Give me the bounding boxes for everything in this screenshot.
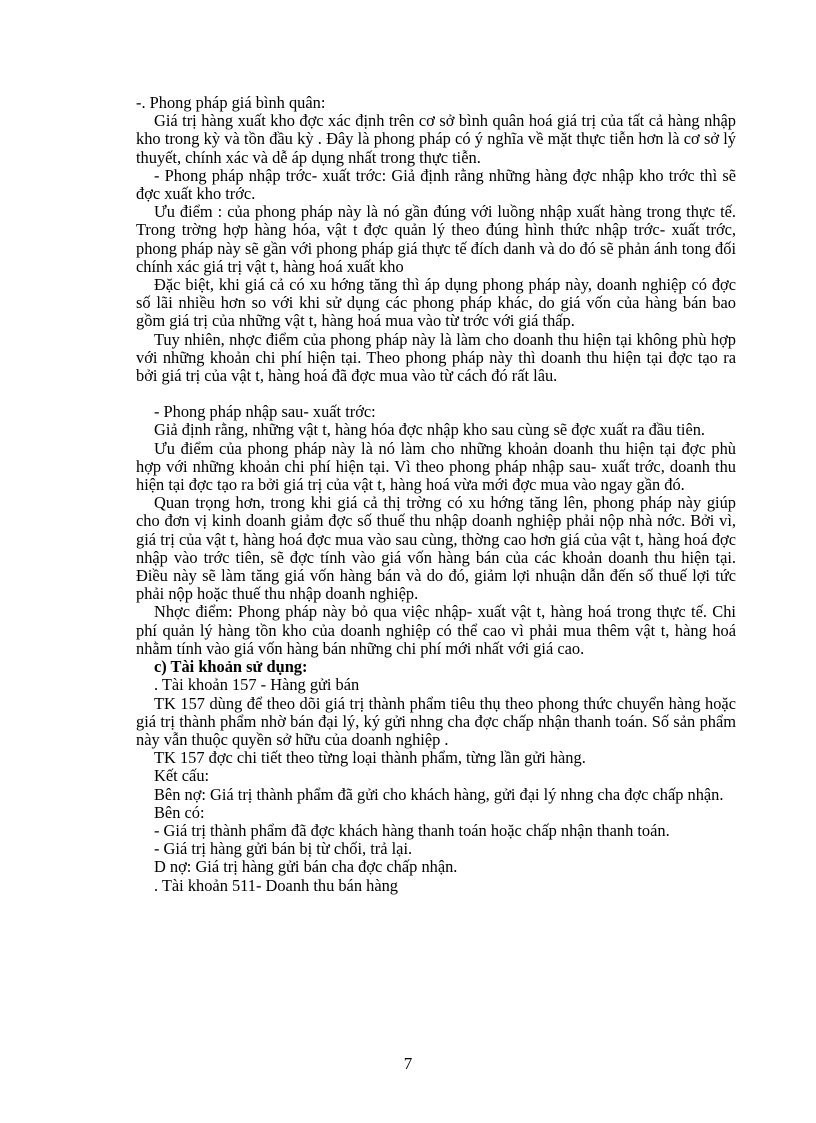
page-body: [136, 94, 736, 895]
paragraph: Giá trị hàng xuất kho đợc xác định trên cơ sở bình quân hoá giá trị của tất cả hàng nhập kho trong kỳ và tồn đầu kỳ . Đây là phong pháp có ý nghĩa về mặt thực tiễn hơn là cơ sở lý thuyết, chính xác và dễ áp dụng nhất trong thực tiễn.: [136, 111, 736, 167]
blank-line: [136, 385, 736, 403]
paragraph: Đặc biệt, khi giá cả có xu hớng tăng thì áp dụng phong pháp này, doanh nghiệp có đợc số lãi nhiều hơn so với khi sử dụng các phong pháp khác, do giá vốn của hàng bán bao gồm giá trị của những vật t, hàng hoá mua vào từ trớc với giá thấp.: [136, 275, 736, 331]
account-heading: . Tài khoản 511- Doanh thu bán hàng: [154, 875, 398, 895]
section-heading: c) Tài khoản sử dụng:: [154, 657, 308, 677]
method-fifo-heading: - Phong pháp nhập trớc- xuất trớc: Giả định rằng những hàng đợc nhập kho trớc thì sẽ đợc xuất kho trớc.: [136, 165, 736, 204]
paragraph: Giả định rằng, những vật t, hàng hóa đợc nhập kho sau cùng sẽ đợc xuất ra đầu tiên.: [154, 420, 706, 440]
paragraph: Quan trọng hơn, trong khi giá cả thị trờng có xu hớng tăng lên, phong pháp này giúp cho đơn vị kinh doanh giảm đợc số thuế thu nhập doanh nghiệp phải nộp nhà nớc. Bởi vì, giá trị của vật t, hàng hoá đợc mua vào sau cùng, thờng cao hơn giá của vật t, hàng hoá đợc nhập vào trớc tiên, sẽ đợc tính vào giá vốn hàng bán của các khoản doanh thu hiện tại. Điều này sẽ làm tăng giá vốn hàng bán và do đó, giảm lợi nhuận dẫn đến số thuế lợi tức phải nộp hoặc thuế thu nhập doanh nghiệp.: [136, 493, 736, 604]
account-heading: . Tài khoản 157 - Hàng gửi bán: [154, 675, 360, 695]
method-average-heading: -. Phong pháp giá bình quân:: [136, 93, 326, 112]
paragraph: TK 157 dùng để theo dõi giá trị thành phẩm tiêu thụ theo phong thức chuyển hàng hoặc giá trị thành phẩm nhờ bán đại lý, ký gửi nhng cha đợc chấp nhận thanh toán. Số sản phẩm này vẫn thuộc quyền sở hữu của doanh nghiệp .: [136, 693, 736, 749]
credit-item: - Giá trị hàng gửi bán bị từ chối, trả lại.: [154, 839, 413, 859]
paragraph: TK 157 đợc chi tiết theo từng loại thành phẩm, từng lần gửi hàng.: [154, 748, 586, 768]
paragraph: Nhợc điểm: Phong pháp này bỏ qua việc nhập- xuất vật t, hàng hoá trong thực tế. Chi phí quản lý hàng tồn kho của doanh nghiệp có thể cao vì phải mua thêm vật t, hàng hoá nhằm tính vào giá vốn hàng bán những chi phí mới nhất với giá cao.: [136, 602, 736, 658]
debit-side: Bên nợ: Giá trị thành phẩm đã gửi cho khách hàng, gửi đại lý nhng cha đợc chấp nhận.: [154, 784, 724, 804]
paragraph: Tuy nhiên, nhợc điểm của phong pháp này là làm cho doanh thu hiện tại không phù hợp với những khoản chi phí hiện tại. Theo phong pháp này thì doanh thu hiện tại đợc tạo ra bởi giá trị của vật t, hàng hoá đã đợc mua vào từ cách đó rất lâu.: [136, 329, 736, 386]
method-lifo-heading: - Phong pháp nhập sau- xuất trớc:: [154, 402, 376, 422]
paragraph: Ưu điểm : của phong pháp này là nó gần đúng với luồng nhập xuất hàng trong thực tế. Trong trờng hợp hàng hóa, vật t đợc quản lý theo đúng hình thức nhập trớc- xuất trớc, phong pháp này sẽ gần với phong pháp giá thực tế đích danh và do đó sẽ phản ánh tong đối chính xác giá trị vật t, hàng hoá xuất kho: [136, 202, 736, 276]
paragraph: Ưu điểm của phong pháp này là nó làm cho những khoản doanh thu hiện tại đợc phù hợp với những khoản chi phí hiện tại. Vì theo phong pháp nhập sau- xuất trớc, doanh thu hiện tại đợc tạo ra bởi giá trị của vật t, hàng hoá vừa mới đợc mua vào ngay gần đó.: [136, 438, 736, 495]
credit-side-label: Bên có:: [154, 802, 205, 822]
page-number: 7: [403, 1054, 413, 1073]
credit-item: - Giá trị thành phẩm đã đợc khách hàng thanh toán hoặc chấp nhận thanh toán.: [154, 820, 670, 840]
balance-line: D nợ: Giá trị hàng gửi bán cha đợc chấp nhận.: [154, 857, 458, 877]
structure-label: Kết cấu:: [154, 766, 210, 786]
